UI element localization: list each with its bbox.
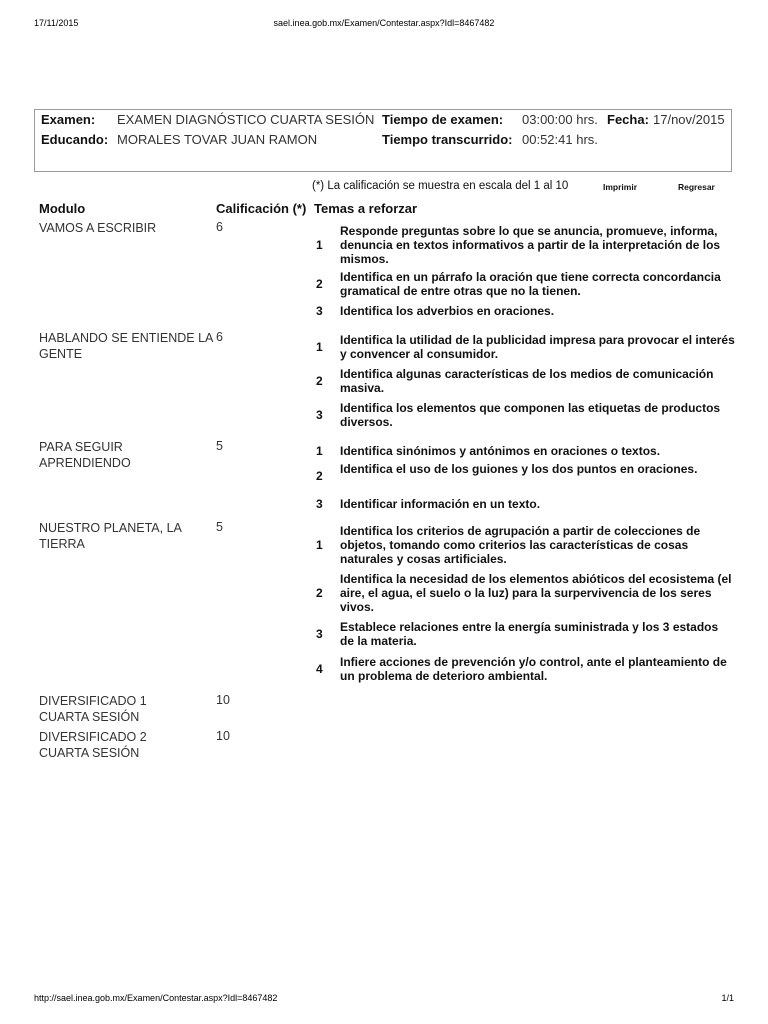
topic-number: 3 bbox=[316, 497, 323, 511]
exam-time-value: 03:00:00 hrs. bbox=[522, 112, 598, 127]
module-grade: 10 bbox=[216, 693, 230, 707]
topic-text: Identificar información en un texto. bbox=[340, 497, 541, 511]
elapsed-label: Tiempo transcurrido: bbox=[382, 132, 513, 147]
elapsed-value: 00:52:41 hrs. bbox=[522, 132, 598, 147]
exam-info-box bbox=[34, 109, 732, 172]
column-header-topics: Temas a reforzar bbox=[314, 201, 418, 216]
topic-text: Identifica en un párrafo la oración que tiene correcta concordancia gramatical de entre otras que no la tienen. bbox=[340, 270, 721, 298]
module-name: DIVERSIFICADO 2 CUARTA SESIÓN bbox=[39, 730, 147, 760]
module-name: NUESTRO PLANETA, LA TIERRA bbox=[39, 521, 182, 551]
topic-text: Identifica los elementos que componen las etiquetas de productos diversos. bbox=[340, 401, 721, 429]
module-name: HABLANDO SE ENTIENDE LA GENTE bbox=[39, 331, 213, 361]
module-grade: 10 bbox=[216, 729, 230, 743]
column-header-grade: Calificación (*) bbox=[216, 201, 307, 216]
page-number: 1/1 bbox=[721, 993, 734, 1003]
print-link[interactable]: Imprimir bbox=[603, 182, 638, 192]
topic-number: 1 bbox=[316, 538, 323, 552]
print-url: sael.inea.gob.mx/Examen/Contestar.aspx?Idl=8467482 bbox=[273, 18, 495, 28]
scale-note: (*) La calificación se muestra en escala del 1 al 10 bbox=[312, 180, 569, 192]
topic-number: 1 bbox=[316, 444, 323, 458]
student-label: Educando: bbox=[41, 132, 109, 147]
back-link[interactable]: Regresar bbox=[678, 182, 715, 192]
topic-text: Identifica la utilidad de la publicidad impresa para provocar el interés y convencer al consumidor. bbox=[340, 333, 735, 361]
topic-number: 3 bbox=[316, 408, 323, 422]
exam-time-label: Tiempo de examen: bbox=[382, 112, 504, 127]
topic-text: Identifica la necesidad de los elementos abióticos del ecosistema (el aire, el agua, el suelo o la luz) para la surpervivencia de los seres vivos. bbox=[340, 572, 732, 614]
topic-number: 4 bbox=[316, 662, 323, 676]
module-name: VAMOS A ESCRIBIR bbox=[39, 221, 157, 235]
topic-number: 2 bbox=[316, 469, 323, 483]
topic-number: 2 bbox=[316, 586, 323, 600]
module-grade: 6 bbox=[216, 330, 223, 344]
column-header-module: Modulo bbox=[39, 201, 86, 216]
topic-text: Identifica el uso de los guiones y los dos puntos en oraciones. bbox=[340, 462, 698, 476]
module-name: DIVERSIFICADO 1 CUARTA SESIÓN bbox=[39, 694, 147, 724]
exam-label: Examen: bbox=[41, 112, 96, 127]
module-grade: 5 bbox=[216, 439, 223, 453]
footer-url: http://sael.inea.gob.mx/Examen/Contestar.aspx?Idl=8467482 bbox=[34, 993, 278, 1003]
topic-text: Identifica los adverbios en oraciones. bbox=[340, 304, 555, 318]
topic-text: Identifica sinónimos y antónimos en oraciones o textos. bbox=[340, 444, 661, 458]
module-grade: 5 bbox=[216, 520, 223, 534]
print-date: 17/11/2015 bbox=[34, 18, 79, 28]
module-name: PARA SEGUIR APRENDIENDO bbox=[39, 440, 131, 470]
topic-text: Identifica los criterios de agrupación a partir de colecciones de objetos, tomando como criterios las características de cosas naturales y cosas artificiales. bbox=[340, 524, 701, 566]
topic-text: Establece relaciones entre la energía suministrada y los 3 estados de la materia. bbox=[340, 620, 719, 648]
module-grade: 6 bbox=[216, 220, 223, 234]
topic-number: 2 bbox=[316, 277, 323, 291]
topic-number: 2 bbox=[316, 374, 323, 388]
student-value: MORALES TOVAR JUAN RAMON bbox=[117, 132, 318, 147]
date-value: 17/nov/2015 bbox=[653, 112, 725, 127]
topic-number: 3 bbox=[316, 304, 323, 318]
date-label: Fecha: bbox=[607, 112, 649, 127]
topic-number: 3 bbox=[316, 627, 323, 641]
topic-text: Responde preguntas sobre lo que se anuncia, promueve, informa, denuncia en textos informativos a partir de la interpretación de los mismos. bbox=[340, 224, 721, 266]
exam-value: EXAMEN DIAGNÓSTICO CUARTA SESIÓN bbox=[117, 112, 375, 127]
topic-number: 1 bbox=[316, 238, 323, 252]
topic-text: Identifica algunas características de los medios de comunicación masiva. bbox=[340, 367, 714, 395]
topic-number: 1 bbox=[316, 340, 323, 354]
topic-text: Infiere acciones de prevención y/o control, ante el planteamiento de un problema de deterioro ambiental. bbox=[340, 655, 727, 683]
